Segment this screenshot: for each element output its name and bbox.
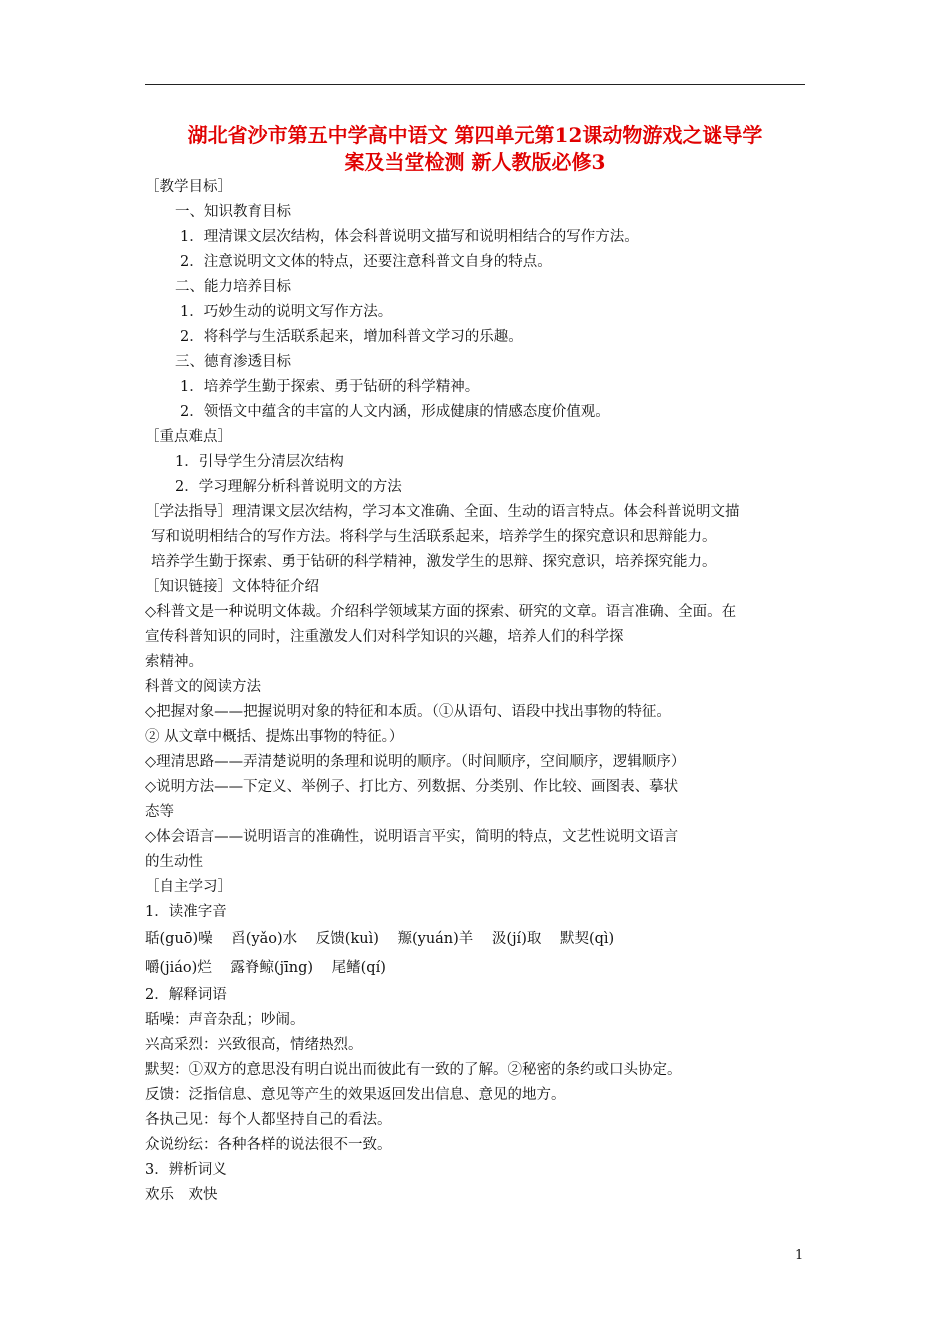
pinyin-item: 汲(jí)取	[491, 931, 542, 947]
text-line: 科普文的阅读方法	[145, 679, 261, 695]
section-heading-knowledge-link: ［知识链接］文体特征介绍	[145, 579, 319, 595]
text-line: 宣传科普知识的同时，注重激发人们对科学知识的兴趣，培养人们的科学探	[145, 629, 624, 645]
text-line: 2．领悟文中蕴含的丰富的人文内涵，形成健康的情感态度价值观。	[180, 404, 610, 420]
document-title	[145, 122, 805, 176]
text-line: 默契：①双方的意思没有明白说出而彼此有一致的了解。②秘密的条约或口头协定。	[145, 1062, 682, 1078]
text-line: 写和说明相结合的写作方法。将科学与生活联系起来，培养学生的探究意识和思辩能力。	[151, 529, 717, 545]
pinyin-item: 反馈(kuì)	[315, 931, 379, 947]
text-line: 一、知识教育目标	[175, 204, 291, 220]
text-line: 索精神。	[145, 654, 203, 670]
text-line: ◇说明方法——下定义、举例子、打比方、列数据、分类别、作比较、画图表、摹状	[145, 779, 679, 795]
text-line: ② 从文章中概括、提炼出事物的特征。）	[145, 729, 404, 745]
text-line: 3．辨析词义	[145, 1162, 227, 1178]
text-line: 众说纷纭：各种各样的说法很不一致。	[145, 1137, 392, 1153]
text-line: 2．学习理解分析科普说明文的方法	[175, 479, 402, 495]
text-line: 反馈：泛指信息、意见等产生的效果返回发出信息、意见的地方。	[145, 1087, 566, 1103]
section-heading-objectives: ［教学目标］	[145, 179, 232, 195]
pinyin-item: 尾鳍(qí)	[331, 960, 386, 976]
text-line: 聒噪：声音杂乱；吵闹。	[145, 1012, 305, 1028]
text-line: ◇体会语言——说明语言的准确性，说明语言平实，简明的特点，文艺性说明文语言	[145, 829, 679, 845]
section-heading-self-study: ［自主学习］	[145, 879, 232, 895]
text-line: ◇科普文是一种说明文体裁。介绍科学领域某方面的探索、研究的文章。语言准确、全面。在	[145, 604, 737, 620]
text-line: 各执己见：每个人都坚持自己的看法。	[145, 1112, 392, 1128]
text-line: 的生动性	[145, 854, 203, 870]
header-rule	[145, 84, 805, 85]
text-line: 1．读准字音	[145, 904, 227, 920]
pinyin-row-1	[145, 925, 810, 954]
pinyin-item: 舀(yǎo)水	[231, 931, 298, 947]
text-line: ◇把握对象——把握说明对象的特征和本质。（①从语句、语段中找出事物的特征。	[145, 704, 671, 720]
text-line: 2．将科学与生活联系起来，增加科普文学习的乐趣。	[180, 329, 523, 345]
page-number: 1	[795, 1248, 804, 1263]
section-heading-method-guide: ［学法指导］理清课文层次结构，学习本文准确、全面、生动的语言特点。体会科普说明文描	[145, 504, 740, 520]
title-line-2: 案及当堂检测 新人教版必修3	[344, 150, 606, 174]
text-line: 态等	[145, 804, 174, 820]
text-line: ◇理清思路——弄清楚说明的条理和说明的顺序。（时间顺序，空间顺序，逻辑顺序）	[145, 754, 686, 770]
section-heading-key-points: ［重点难点］	[145, 429, 232, 445]
text-line: 1．巧妙生动的说明文写作方法。	[180, 304, 393, 320]
document-body	[145, 175, 810, 1208]
text-line: 2．解释词语	[145, 987, 227, 1003]
text-line: 三、德育渗透目标	[175, 354, 291, 370]
text-line: 培养学生勤于探索、勇于钻研的科学精神，激发学生的思辩、探究意识，培养探究能力。	[151, 554, 717, 570]
pinyin-item: 露脊鲸(jīng)	[230, 960, 314, 976]
pinyin-row-2	[145, 954, 810, 983]
text-line: 1．引导学生分清层次结构	[175, 454, 344, 470]
text-line: 二、能力培养目标	[175, 279, 291, 295]
text-line: 欢乐 欢快	[145, 1187, 218, 1203]
pinyin-item: 聒(guō)噪	[145, 931, 213, 947]
pinyin-item: 默契(qì)	[559, 931, 615, 947]
pinyin-item: 嚼(jiáo)烂	[145, 960, 212, 976]
text-line: 1．培养学生勤于探索、勇于钻研的科学精神。	[180, 379, 480, 395]
text-line: 1．理清课文层次结构，体会科普说明文描写和说明相结合的写作方法。	[180, 229, 639, 245]
pinyin-item: 羱(yuán)羊	[397, 931, 474, 947]
text-line: 兴高采烈：兴致很高，情绪热烈。	[145, 1037, 363, 1053]
text-line: 2．注意说明文文体的特点，还要注意科普文自身的特点。	[180, 254, 552, 270]
title-line-1: 湖北省沙市第五中学高中语文 第四单元第12课动物游戏之谜导学	[187, 123, 763, 147]
